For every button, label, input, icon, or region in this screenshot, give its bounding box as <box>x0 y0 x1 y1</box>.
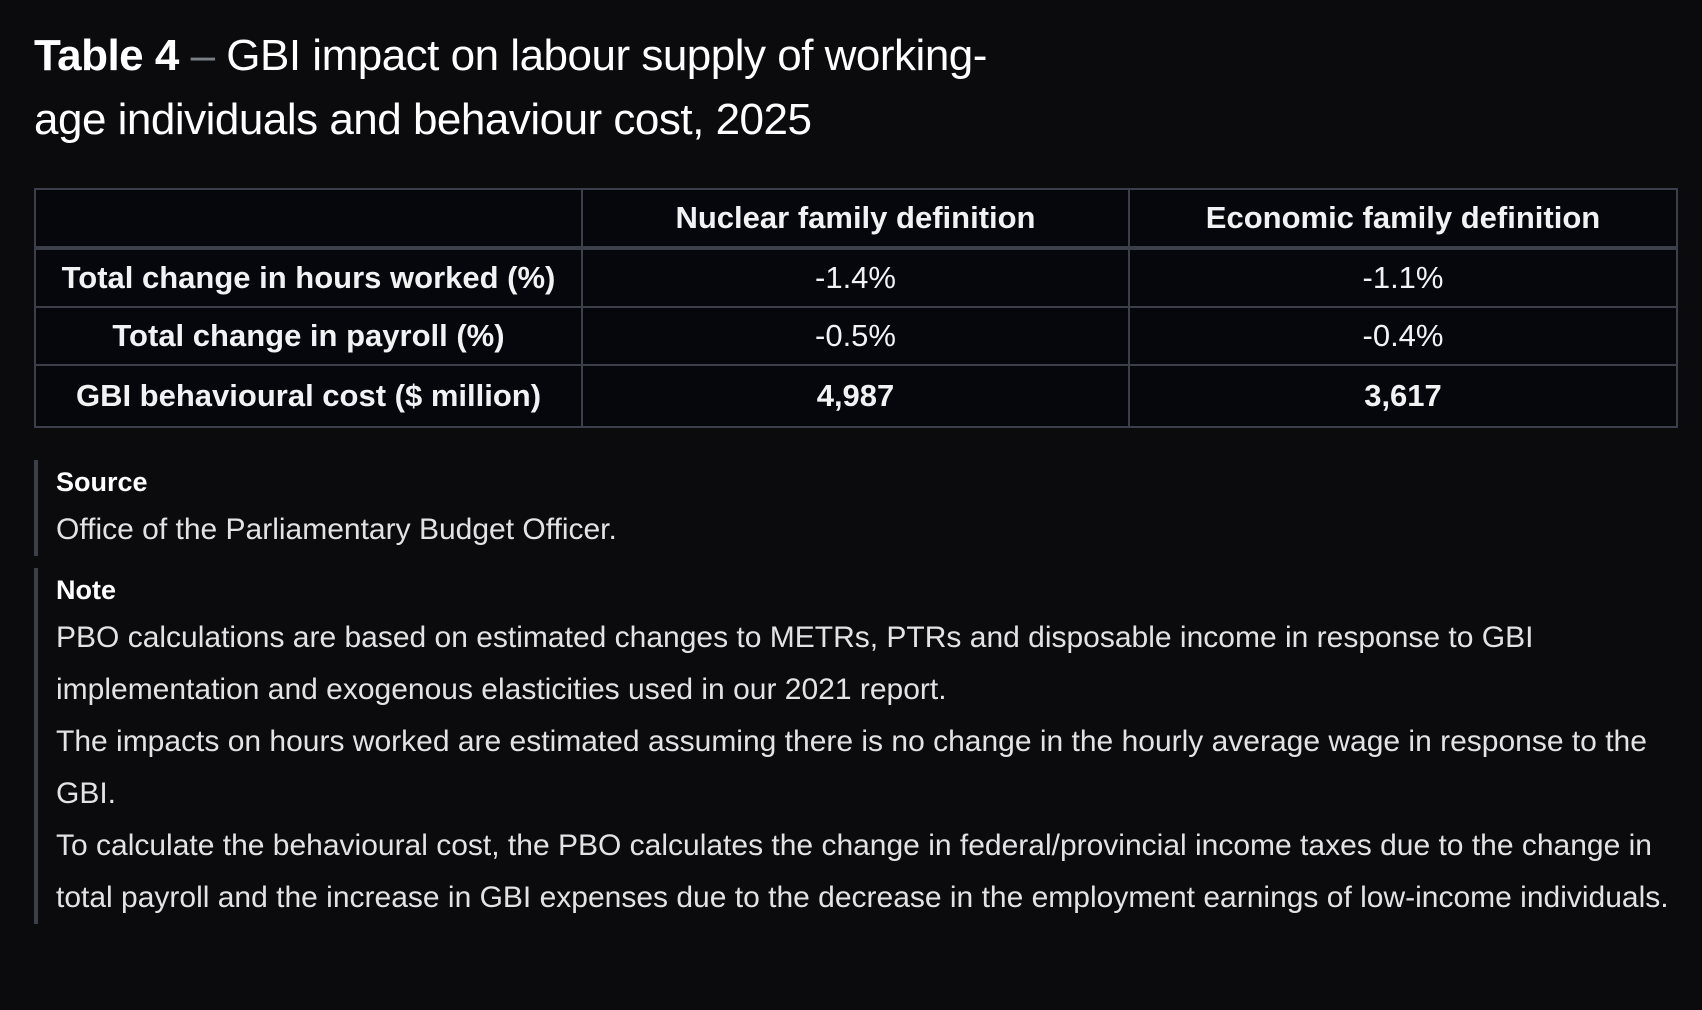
page-content <box>34 24 1676 924</box>
cell-economic: 3,617 <box>1129 365 1677 427</box>
cell-nuclear: -0.5% <box>582 307 1129 365</box>
source-block <box>34 460 1676 556</box>
cell-economic: -1.1% <box>1129 248 1677 307</box>
source-label: Source <box>56 467 148 497</box>
header-cell-empty <box>35 189 582 248</box>
cell-economic: -0.4% <box>1129 307 1677 365</box>
source-text: Office of the Parliamentary Budget Officer. <box>56 513 617 546</box>
table-number: Table 4 <box>34 31 179 80</box>
row-label: Total change in payroll (%) <box>35 307 582 365</box>
note-paragraph: PBO calculations are based on estimated changes to METRs, PTRs and disposable income in response to GBI implementation and exogenous elasticities used in our 2021 report. <box>56 621 1534 706</box>
note-paragraph: To calculate the behavioural cost, the PBO calculates the change in federal/provincial income taxes due to the change in total payroll and the increase in GBI expenses due to the decrease in the employment earnings of low-income individuals. <box>56 829 1669 914</box>
row-label: GBI behavioural cost ($ million) <box>35 365 582 427</box>
cell-nuclear: -1.4% <box>582 248 1129 307</box>
data-table <box>34 188 1678 428</box>
title-dash: – <box>178 31 227 80</box>
header-cell-nuclear: Nuclear family definition <box>582 189 1129 248</box>
note-block <box>34 568 1676 924</box>
table-row <box>35 248 1677 307</box>
header-cell-economic: Economic family definition <box>1129 189 1677 248</box>
table-header-row <box>35 189 1677 248</box>
table-title <box>34 24 1034 152</box>
cell-nuclear: 4,987 <box>582 365 1129 427</box>
note-paragraph: The impacts on hours worked are estimated assuming there is no change in the hourly average wage in response to the GBI. <box>56 725 1647 810</box>
table-row <box>35 307 1677 365</box>
title-text: GBI impact on labour supply of working-age individuals and behaviour cost, 2025 <box>34 31 987 144</box>
row-label: Total change in hours worked (%) <box>35 248 582 307</box>
note-label: Note <box>56 575 116 605</box>
table-row <box>35 365 1677 427</box>
